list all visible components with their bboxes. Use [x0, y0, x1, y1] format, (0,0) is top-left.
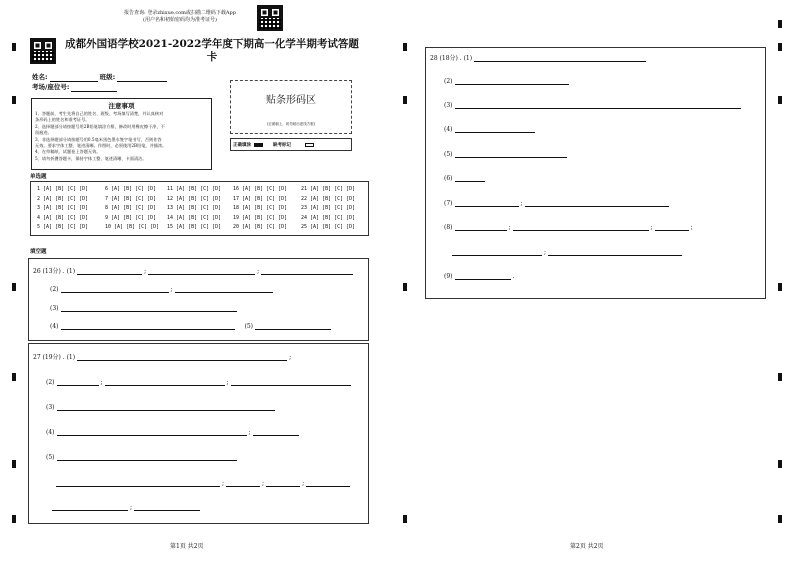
- q27-head: 27 (19分) . (1): [33, 354, 76, 361]
- notes-heading: 注意事项: [108, 102, 135, 110]
- report-notice-line2: (用户名和初始密码均为准考证号): [143, 17, 217, 23]
- choice-question-2: [37, 196, 88, 202]
- q26-row4: [50, 322, 331, 330]
- timing-mark: [12, 43, 16, 51]
- page-footer-2: 第2页 共2页: [570, 543, 604, 550]
- q28-row2: [444, 77, 569, 85]
- q28-row1: [430, 53, 646, 62]
- barcode-area: [230, 80, 352, 134]
- answer-options[interactable]: [A] [B] [C] [D]: [242, 186, 288, 192]
- q28-p9-label: (9): [444, 273, 453, 280]
- q28-p3-label: (3): [444, 102, 453, 109]
- answer-options[interactable]: [A] [B] [C] [D]: [176, 195, 222, 202]
- choice-question-15: [167, 224, 221, 230]
- q28-5-blank[interactable]: [455, 150, 567, 158]
- q28-8e-blank[interactable]: [548, 248, 682, 256]
- q27-2c-blank[interactable]: [231, 378, 351, 386]
- timing-mark: [778, 515, 782, 523]
- notes-item: 条形码上的姓名和准考证号。: [35, 117, 90, 123]
- q28-8d-blank[interactable]: [452, 248, 542, 256]
- room-seat-field[interactable]: [71, 84, 117, 92]
- timing-mark: [778, 283, 782, 291]
- correct-fill-sample: [254, 143, 263, 147]
- class-label: 班级:: [99, 73, 116, 81]
- timing-mark: [778, 96, 782, 104]
- q28-4-blank[interactable]: [455, 125, 535, 133]
- answer-options[interactable]: [A] [B] [C] [D]: [111, 205, 157, 211]
- q26-row2: [50, 285, 273, 293]
- q27-6b-blank[interactable]: [226, 479, 260, 487]
- question-number: 24: [301, 214, 311, 221]
- choice-question-3: [37, 205, 88, 211]
- q26-p2-label: (2): [50, 286, 59, 293]
- choice-question-23: [301, 205, 355, 211]
- answer-options[interactable]: [A] [B] [C] [D]: [43, 224, 89, 230]
- class-field[interactable]: [117, 74, 167, 82]
- answer-options[interactable]: [A] [B] [C] [D]: [242, 224, 288, 230]
- separator: ;: [690, 224, 693, 231]
- choice-question-19: [233, 215, 287, 221]
- q27-row7: [52, 503, 200, 511]
- question-number: 11: [167, 186, 177, 192]
- q26-2a-blank[interactable]: [61, 285, 169, 293]
- notes-box: [31, 98, 212, 170]
- timing-mark: [12, 460, 16, 468]
- choice-question-20: [233, 224, 287, 230]
- app-qr-code: [257, 5, 283, 31]
- timing-mark: [778, 460, 782, 468]
- student-qr-code: [30, 38, 56, 64]
- choice-question-12: [167, 196, 221, 202]
- q27-4a-blank[interactable]: [57, 428, 247, 436]
- notes-item: 5、请勿折叠答题卡，保持字体工整、笔迹清晰、卡面清洁。: [35, 155, 147, 161]
- choice-question-4: [37, 215, 88, 221]
- sheet-title-line1: 成都外国语学校2021-2022学年度下期高一化学半期考试答题: [65, 38, 359, 50]
- answer-options[interactable]: [A] [B] [C] [D]: [176, 186, 222, 192]
- q27-5-blank[interactable]: [57, 453, 237, 461]
- question-number: 23: [301, 205, 311, 211]
- absent-mark-box[interactable]: [305, 143, 314, 147]
- q28-row5: [444, 150, 567, 158]
- choice-section-title: 单选题: [30, 174, 47, 180]
- q26-row1: [33, 266, 353, 275]
- timing-mark: [12, 283, 16, 291]
- separator: ;: [170, 286, 173, 293]
- choice-question-10: [105, 224, 159, 230]
- separator: ;: [130, 504, 133, 511]
- separator: ;: [257, 268, 260, 275]
- separator: ;: [262, 480, 265, 487]
- choice-question-8: [105, 205, 156, 211]
- barcode-label: 贴条形码区: [266, 95, 316, 106]
- choice-question-18: [233, 205, 287, 211]
- answer-options[interactable]: [A] [B] [C] [D]: [242, 205, 288, 211]
- fill-example-box: [230, 138, 352, 151]
- question-number: 12: [167, 195, 177, 202]
- q28-7a-blank[interactable]: [455, 199, 519, 207]
- question-number: 2: [37, 195, 44, 202]
- fill-section-title: 填空题: [30, 249, 47, 255]
- question-number: 16: [233, 186, 243, 192]
- q28-row7: [444, 199, 669, 207]
- separator: ;: [508, 224, 511, 231]
- separator: ;: [226, 379, 229, 386]
- choice-question-6: [105, 186, 156, 192]
- choice-question-21: [301, 186, 355, 192]
- q27-7b-blank[interactable]: [134, 503, 200, 511]
- q28-7b-blank[interactable]: [525, 199, 669, 207]
- question-number: 4: [37, 214, 44, 221]
- q27-row1: [33, 352, 291, 361]
- question-number: 9: [105, 214, 112, 221]
- separator: ;: [289, 354, 292, 361]
- q28-2-blank[interactable]: [455, 77, 569, 85]
- q28-row9: [444, 272, 514, 280]
- name-field[interactable]: [50, 74, 98, 82]
- q28-row4: [444, 125, 535, 133]
- answer-options[interactable]: [A] [B] [C] [D]: [43, 214, 89, 221]
- q27-row5: [46, 453, 237, 461]
- q27-p2-label: (2): [46, 379, 55, 386]
- choice-question-9: [105, 215, 156, 221]
- timing-mark: [778, 373, 782, 381]
- answer-options[interactable]: [A] [B] [C] [D]: [176, 205, 222, 211]
- choice-question-11: [167, 186, 221, 192]
- choice-question-1: [37, 186, 88, 192]
- separator: ;: [650, 224, 653, 231]
- q27-6d-blank[interactable]: [306, 479, 350, 487]
- q28-6-blank[interactable]: [455, 174, 485, 182]
- q28-p4-label: (4): [444, 126, 453, 133]
- separator: ;: [222, 480, 225, 487]
- timing-mark: [403, 96, 407, 104]
- answer-options[interactable]: [A] [B] [C] [D]: [111, 195, 157, 202]
- q28-1-blank[interactable]: [474, 54, 646, 62]
- choice-question-17: [233, 196, 287, 202]
- question-number: 25: [301, 224, 311, 230]
- separator: ;: [302, 480, 305, 487]
- q28-8b-blank[interactable]: [513, 223, 649, 231]
- report-notice-line1: 报告查询: 登录zhixue.com或扫描二维码下载App: [124, 10, 236, 16]
- choice-question-16: [233, 186, 287, 192]
- page-footer-1: 第1页 共2页: [170, 543, 204, 550]
- answer-options[interactable]: [A] [B] [C] [D]: [242, 195, 288, 202]
- question-number: 21: [301, 186, 311, 192]
- answer-options[interactable]: [A] [B] [C] [D]: [43, 195, 89, 202]
- choice-question-24: [301, 215, 355, 221]
- answer-options[interactable]: [A] [B] [C] [D]: [114, 224, 160, 230]
- notes-item: 无效。要求字体工整、笔迹清晰。作图时，必须使用2B铅笔，并描浓。: [35, 143, 167, 149]
- q28-8c-blank[interactable]: [655, 223, 689, 231]
- timing-mark: [403, 283, 407, 291]
- name-label: 姓名:: [32, 73, 48, 81]
- correct-fill-label: 正确填涂: [233, 142, 251, 148]
- separator: ;: [544, 249, 547, 256]
- choice-question-22: [301, 196, 355, 202]
- answer-options[interactable]: [A] [B] [C] [D]: [176, 214, 222, 221]
- q27-4b-blank[interactable]: [253, 428, 299, 436]
- choice-question-7: [105, 196, 156, 202]
- q28-p8-label: (8): [444, 224, 453, 231]
- sheet-title-line2: 卡: [206, 51, 218, 63]
- answer-options[interactable]: [A] [B] [C] [D]: [242, 214, 288, 221]
- q27-p4-label: (4): [46, 429, 55, 436]
- q28-row6: [444, 174, 485, 182]
- separator: ;: [100, 379, 103, 386]
- timing-mark: [12, 96, 16, 104]
- notes-item: 4、在草稿纸、试题卷上答题无效。: [35, 149, 101, 155]
- answer-options[interactable]: [A] [B] [C] [D]: [111, 214, 157, 221]
- q28-row3: [444, 101, 741, 109]
- q28-row8b: [452, 248, 682, 256]
- question-number: 19: [233, 214, 243, 221]
- timing-mark: [403, 43, 407, 51]
- q27-p3-label: (3): [46, 404, 55, 411]
- notes-item: 1、答题前，考生先将自己的姓名、班级、考场填写清楚，并认真核对: [35, 111, 164, 116]
- question-number: 1: [37, 186, 44, 192]
- question-number: 18: [233, 205, 243, 211]
- answer-options[interactable]: [A] [B] [C] [D]: [43, 186, 89, 192]
- separator: ;: [144, 268, 147, 275]
- q28-p2-label: (2): [444, 78, 453, 85]
- choice-question-13: [167, 205, 221, 211]
- absent-mark-label: 缺考标记: [273, 142, 291, 148]
- answer-options[interactable]: [A] [B] [C] [D]: [111, 186, 157, 192]
- q28-p7-label: (7): [444, 200, 453, 207]
- question-number: 14: [167, 214, 177, 221]
- q27-row2: [46, 378, 351, 386]
- student-info: [32, 72, 167, 92]
- sheet-title: [62, 38, 362, 64]
- q26-1c-blank[interactable]: [261, 267, 353, 275]
- separator: .: [512, 273, 515, 280]
- q28-9-blank[interactable]: [455, 272, 511, 280]
- report-notice: [100, 10, 260, 24]
- q26-1b-blank[interactable]: [148, 267, 255, 275]
- q26-row3: [50, 304, 237, 312]
- question-number: 5: [37, 224, 44, 230]
- question-number: 8: [105, 205, 112, 211]
- question-number: 20: [233, 224, 243, 230]
- q26-p5-label: (5): [244, 323, 253, 330]
- q27-row6: [56, 479, 350, 487]
- q26-5-blank[interactable]: [255, 322, 331, 330]
- q26-2b-blank[interactable]: [175, 285, 273, 293]
- timing-mark: [403, 515, 407, 523]
- question-number: 22: [301, 195, 311, 202]
- timing-mark: [12, 373, 16, 381]
- q27-3-blank[interactable]: [57, 403, 275, 411]
- choice-question-25: [301, 224, 355, 230]
- timing-mark: [778, 43, 782, 51]
- q26-3-blank[interactable]: [61, 304, 237, 312]
- question-number: 7: [105, 195, 112, 202]
- question-number: 10: [105, 224, 115, 230]
- answer-options[interactable]: [A] [B] [C] [D]: [310, 195, 356, 202]
- choice-grid: [30, 181, 369, 236]
- timing-mark: [12, 515, 16, 523]
- q27-6a-blank[interactable]: [56, 479, 220, 487]
- question-number: 3: [37, 205, 44, 211]
- notes-item: 3、非选择题部分请按题号用0.5毫米黑色墨水签字笔书写，否则作答: [35, 136, 162, 142]
- answer-options[interactable]: [A] [B] [C] [D]: [310, 205, 356, 211]
- q27-2b-blank[interactable]: [105, 378, 225, 386]
- question-number: 13: [167, 205, 177, 211]
- q28-row8: [444, 223, 693, 231]
- q26-1a-blank[interactable]: [77, 267, 142, 275]
- separator: ;: [248, 429, 251, 436]
- q28-head: 28 (18分) . (1): [430, 55, 473, 62]
- choice-question-5: [37, 224, 88, 230]
- q27-7a-blank[interactable]: [52, 503, 128, 511]
- q27-1-blank[interactable]: [77, 353, 287, 361]
- barcode-hint: (正面朝上，切勿贴出虚线方框): [266, 122, 316, 126]
- q26-p4-label: (4): [50, 323, 59, 330]
- q28-p5-label: (5): [444, 151, 453, 158]
- q28-8a-blank[interactable]: [455, 223, 507, 231]
- notes-item: 留痕迹。: [35, 130, 52, 136]
- question-number: 17: [233, 195, 243, 202]
- question-number: 6: [105, 186, 112, 192]
- room-seat-label: 考场/座位号:: [32, 83, 70, 91]
- answer-options[interactable]: [A] [B] [C] [D]: [43, 205, 89, 211]
- q27-row3: [46, 403, 275, 411]
- q27-row4: [46, 428, 299, 436]
- q26-p3-label: (3): [50, 305, 59, 312]
- question-number: 15: [167, 224, 177, 230]
- answer-options[interactable]: [A] [B] [C] [D]: [310, 224, 356, 230]
- answer-options[interactable]: [A] [B] [C] [D]: [310, 186, 356, 192]
- q27-2a-blank[interactable]: [57, 378, 99, 386]
- q26-head: 26 (13分) . (1): [33, 268, 76, 275]
- answer-options[interactable]: [A] [B] [C] [D]: [176, 224, 222, 230]
- q27-6c-blank[interactable]: [266, 479, 300, 487]
- q28-p6-label: (6): [444, 175, 453, 182]
- choice-question-14: [167, 215, 221, 221]
- q27-p5-label: (5): [46, 454, 55, 461]
- notes-item: 2、选择题部分请按题号用2B铅笔填涂方框，修改时用橡皮擦干净，不: [35, 123, 165, 129]
- notes-list: [35, 111, 208, 162]
- timing-mark: [778, 20, 782, 28]
- q26-4-blank[interactable]: [61, 322, 235, 330]
- answer-options[interactable]: [A] [B] [C] [D]: [310, 214, 356, 221]
- separator: ;: [520, 200, 523, 207]
- q28-3-blank[interactable]: [455, 101, 741, 109]
